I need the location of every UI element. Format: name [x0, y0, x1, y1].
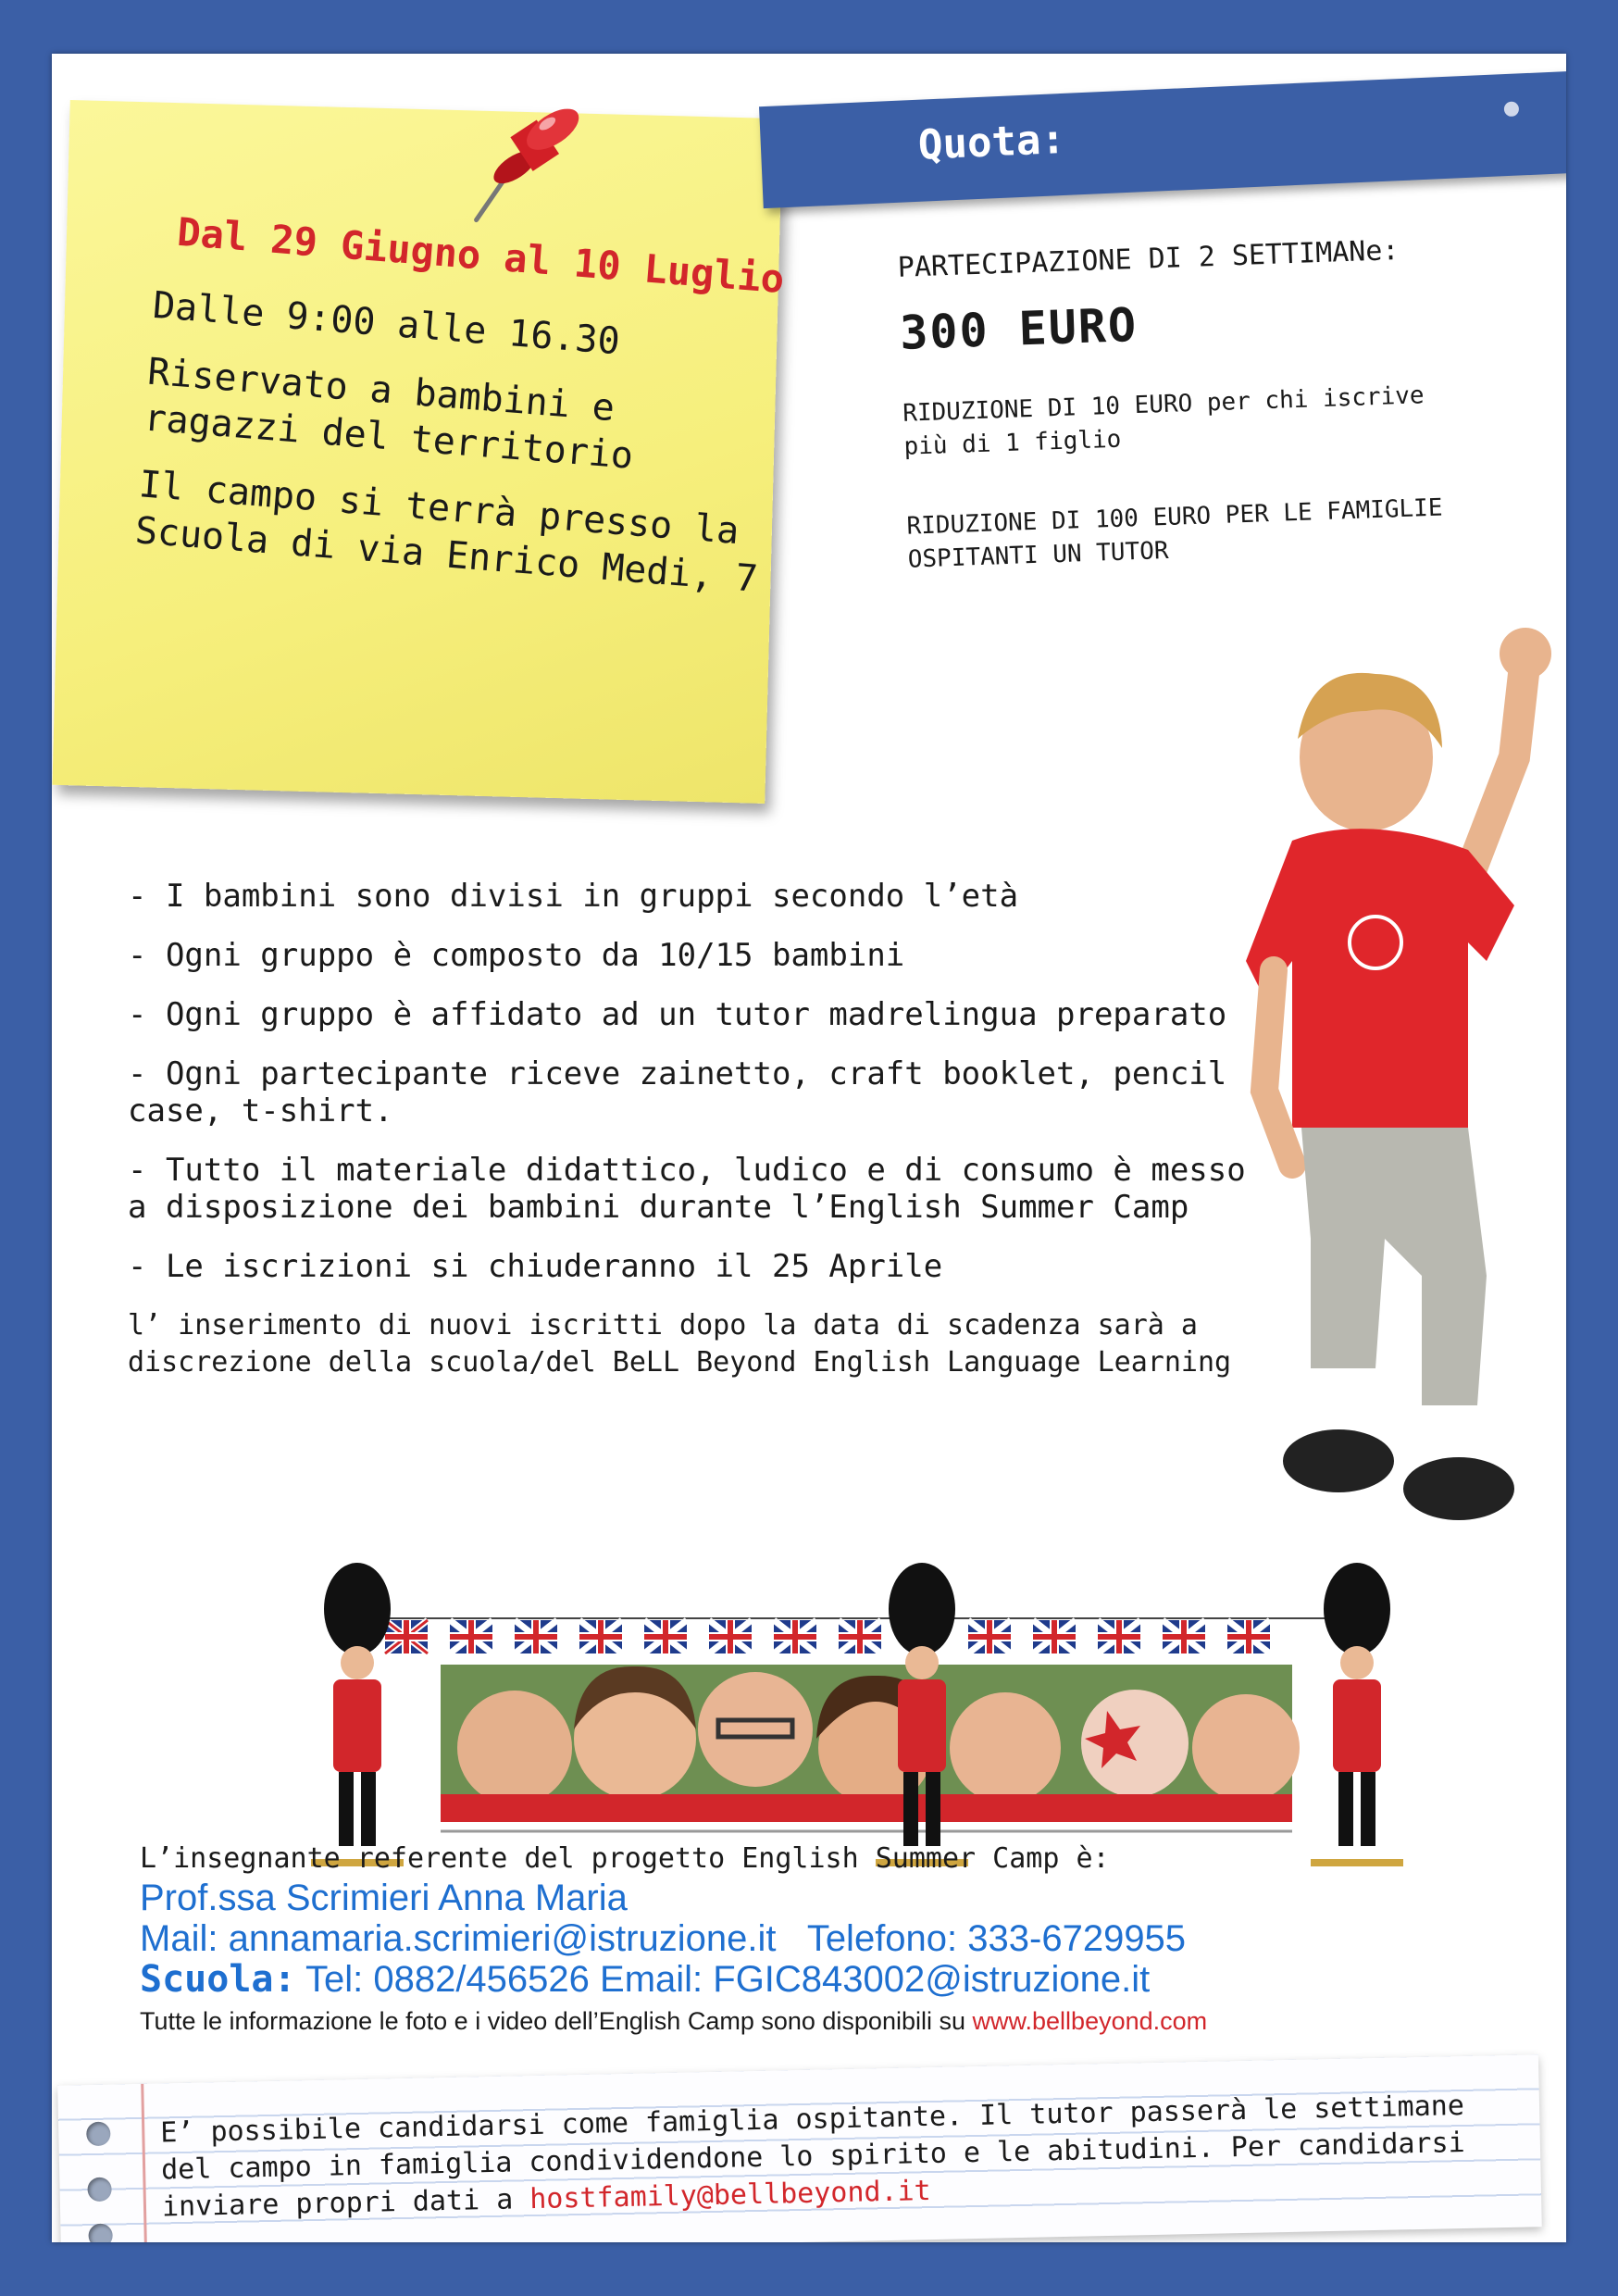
children-photo-strip [302, 1554, 1413, 1887]
royal-guard-icon [1311, 1563, 1403, 1866]
reduction-host-family: RIDUZIONE DI 100 EURO PER LE FAMIGLIE OSPITANTI UN TUTOR [906, 493, 1443, 574]
flyer-page [52, 54, 1566, 2242]
teacher-name: Prof.ssa Scrimieri Anna Maria [140, 1878, 628, 1918]
enrollment-note: l’ inserimento di nuovi iscritti dopo la data di scadenza sarà a discrezione della scuola/del BeLL Beyond English Language Learning [128, 1309, 1232, 1379]
host-family-text [160, 2087, 1523, 2227]
reduction-siblings: RIDUZIONE DI 10 EURO per chi iscrive più di 1 figlio [902, 381, 1425, 461]
sticky-note [52, 100, 787, 804]
margin-line [141, 2084, 147, 2242]
jumping-boy-photo [1237, 572, 1566, 1581]
quota-details [897, 229, 1484, 622]
banner-dot-icon [1504, 101, 1520, 117]
participation-label: PARTECIPAZIONE DI 2 SETTIMANe: [897, 234, 1400, 284]
school-label: Scuola: [140, 1958, 296, 2001]
host-family-description: E’ possibile candidarsi come famiglia ospitante. Il tutor passerà le settimane del campo in famiglia condividendone lo spirito e le abitudini. Per candidarsi inviare propri dati a [159, 2089, 1466, 2224]
binder-hole-icon [86, 2122, 111, 2147]
camp-hours: Dalle 9:00 alle 16.30 [151, 283, 622, 364]
camp-audience: Riservato a bambini e ragazzi del territorio [142, 350, 635, 478]
list-item: - Tutto il materiale didattico, ludico e di consumo è messo a disposizione dei bambini durante l’English Summer Camp [128, 1152, 1246, 1226]
contact-line [140, 1918, 1528, 1959]
teacher-phone[interactable]: Telefono: 333-6729955 [806, 1918, 1187, 1959]
quota-banner [759, 71, 1566, 208]
teacher-email[interactable]: Mail: annamaria.scrimieri@istruzione.it [140, 1918, 777, 1959]
host-family-note [57, 2054, 1542, 2242]
info-text: Tutte le informazione le foto e i video dell’English Camp sono disponibili su [140, 2007, 965, 2035]
list-item: - Ogni gruppo è affidato ad un tutor madrelingua preparato [128, 996, 1227, 1033]
school-contacts[interactable]: Tel: 0882/456526 Email: FGIC843002@istruzione.it [305, 1959, 1151, 2000]
contact-intro: L’insegnante referente del progetto English Summer Camp è: [140, 1842, 1110, 1875]
camp-location: Il campo si terrà presso la Scuola di via Enrico Medi, 7 [133, 463, 760, 601]
list-item: - I bambini sono divisi in gruppi secondo l’età [128, 878, 1019, 915]
camp-dates: Dal 29 Giugno al 10 Luglio [175, 208, 787, 303]
contact-section [140, 1841, 1528, 2036]
sticky-note-text [131, 206, 788, 623]
push-pin-icon [455, 92, 598, 234]
website-link[interactable]: www.bellbeyond.com [972, 2007, 1208, 2035]
binder-hole-icon [88, 2224, 113, 2242]
host-family-email[interactable]: hostfamily@bellbeyond.it [529, 2175, 932, 2216]
binder-hole-icon [87, 2177, 112, 2202]
school-line [140, 1959, 1528, 2000]
info-list [128, 878, 1266, 1381]
quota-title: Quota: [916, 115, 1066, 169]
union-jack-bunting-icon [385, 1620, 1270, 1653]
royal-guard-icon [311, 1563, 404, 1866]
price: 300 EURO [899, 297, 1139, 360]
list-item: - Ogni gruppo è composto da 10/15 bambini [128, 937, 905, 974]
list-item: - Le iscrizioni si chiuderanno il 25 Aprile [128, 1248, 943, 1285]
info-line [140, 2007, 1528, 2036]
list-item: - Ogni partecipante riceve zainetto, craft booklet, pencil case, t-shirt. [128, 1055, 1227, 1129]
